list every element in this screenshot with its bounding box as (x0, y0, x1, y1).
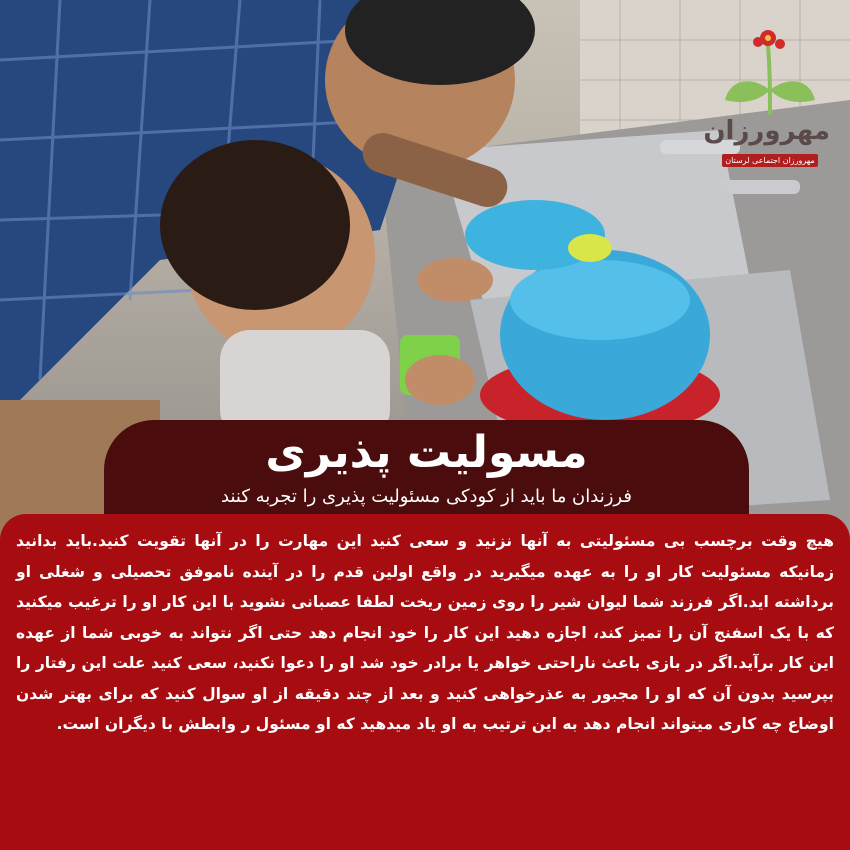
brand-logo (703, 20, 830, 170)
page-subtitle: فرزندان ما باید از کودکی مسئولیت پذیری را تجربه کنند (221, 486, 632, 507)
page-title: مسولیت پذیری (265, 427, 588, 478)
body-text: هیچ وقت برچسب بی مسئولیتی به آنها نزنید و سعی کنید این مهارت را در آنها تقویت کنید.باید بدانید زمانیکه مسئولیت کار او را به عهده میگیرید در واقع اولین قدم را در آینده ناموفق تحصیلی و شغلی او برداشته اید.اگر فرزند شما لیوان شیر را روی زمین ریخت لطفا عصبانی نشوید با این کار او را ترغیب میکنید که با یک اسفنج آن را تمیز کند، اجازه دهید این کار را خود انجام دهد حتی اگر نتواند به خوبی شما از عهده این کار برآید.اگر در بازی باعث ناراحتی خواهر یا برادر خود شد او را دعوا نکنید، سعی کنید علت این رفتار را بپرسید بدون آن که او را مجبور به عذرخواهی کنید و بعد از چند دقیقه از او سوال کنید که برای بهتر شدن اوضاع چه کاری میتواند انجام دهد به این ترتیب به او یاد میدهید که او مسئول ر وابطش با دیگران است. (16, 532, 834, 733)
flower-icon (710, 20, 830, 120)
logo-tagline: مهرورزان اجتماعی لرستان (722, 154, 818, 167)
logo-brand-name: مهرورزان (703, 116, 830, 146)
